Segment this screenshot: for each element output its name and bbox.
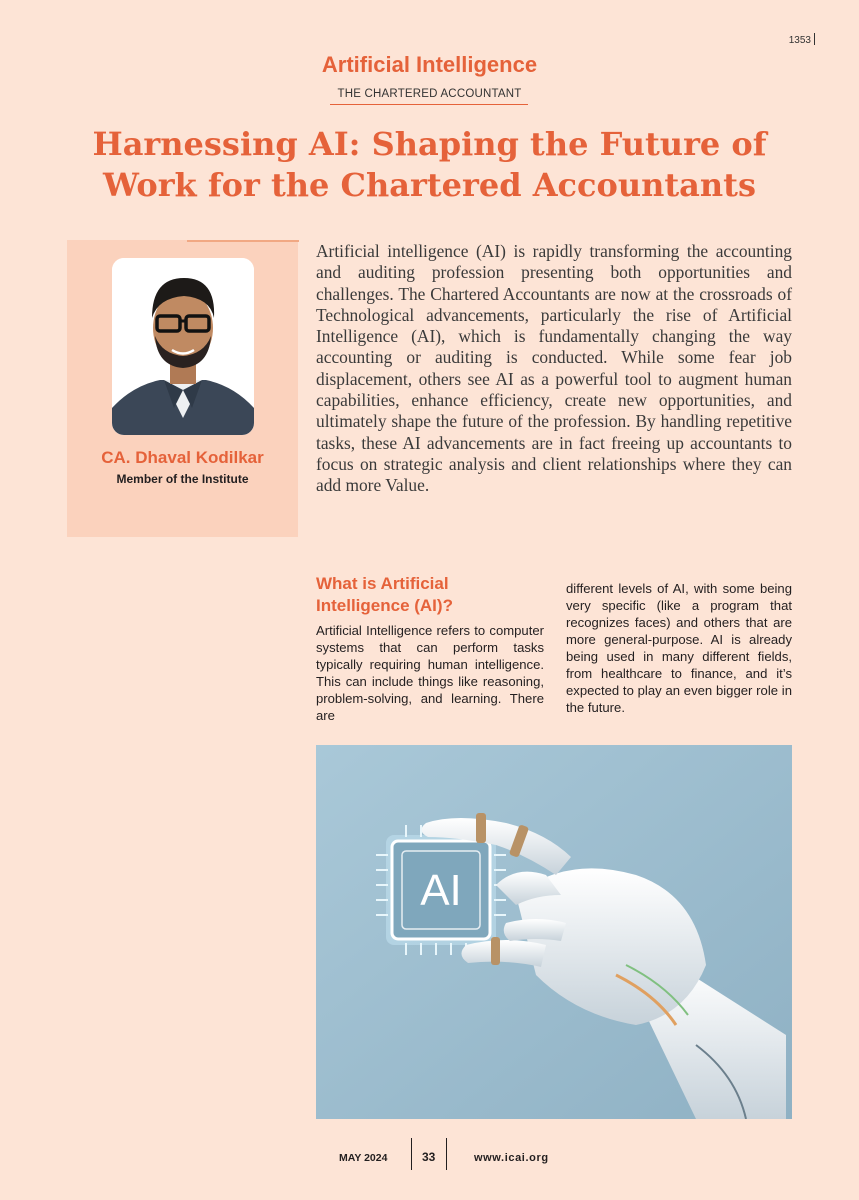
journal-name: THE CHARTERED ACCOUNTANT	[337, 88, 522, 100]
author-panel-accent	[187, 240, 299, 242]
footer-divider	[411, 1138, 412, 1170]
author-role: Member of the Institute	[116, 472, 249, 486]
author-name: CA. Dhaval Kodilkar	[101, 448, 264, 467]
chip-label: AI	[420, 866, 462, 915]
section-subheading: What is Artificial Intelligence (AI)?	[316, 574, 453, 615]
section-title: Artificial Intelligence	[321, 52, 538, 77]
footer-divider	[446, 1138, 447, 1170]
footer-date: MAY 2024	[339, 1152, 388, 1164]
intro-paragraph: Artificial intelligence (AI) is rapidly transforming the accounting and auditing profession presenting both opportunities and challenges. The Chartered Accountants are now at the crossroads of Technological advancements, particularly the rise of Artificial Intelligence (AI), which is fundamentally changing the way accounting or auditing is conducted. While some fear job displacement, others see AI as a powerful tool to augment human capabilities, enhance efficiency, create new opportunities, and ultimately shape the future of the profession. By handling repetitive tasks, these AI advancements are in fact freeing up accountants to focus on strategic analysis and client relationships where they can add more Value.	[316, 241, 792, 496]
body-column-right: different levels of AI, with some being very specific (like a program that recognizes faces) and others that are more general-purpose. AI is already being used in many different fields, from healthcare to finance, and it’s expected to play an even bigger role in the future.	[566, 581, 792, 715]
author-photo	[112, 258, 254, 435]
page-number: 1353	[789, 33, 815, 46]
robot-hand-illustration	[316, 745, 792, 1119]
footer-url-link[interactable]: www.icai.org	[474, 1152, 549, 1164]
article-title: Harnessing AI: Shaping the Future of Work for the Chartered Accountants	[92, 125, 767, 204]
body-column-left: Artificial Intelligence refers to computer systems that can perform tasks typically requiring human intelligence. This can include things like reasoning, problem-solving, and learning. There are	[316, 623, 544, 723]
author-portrait-image	[112, 258, 254, 435]
journal-underline	[330, 104, 528, 105]
robot-hand-ai-image	[316, 745, 792, 1119]
footer-page-number: 33	[422, 1150, 436, 1164]
